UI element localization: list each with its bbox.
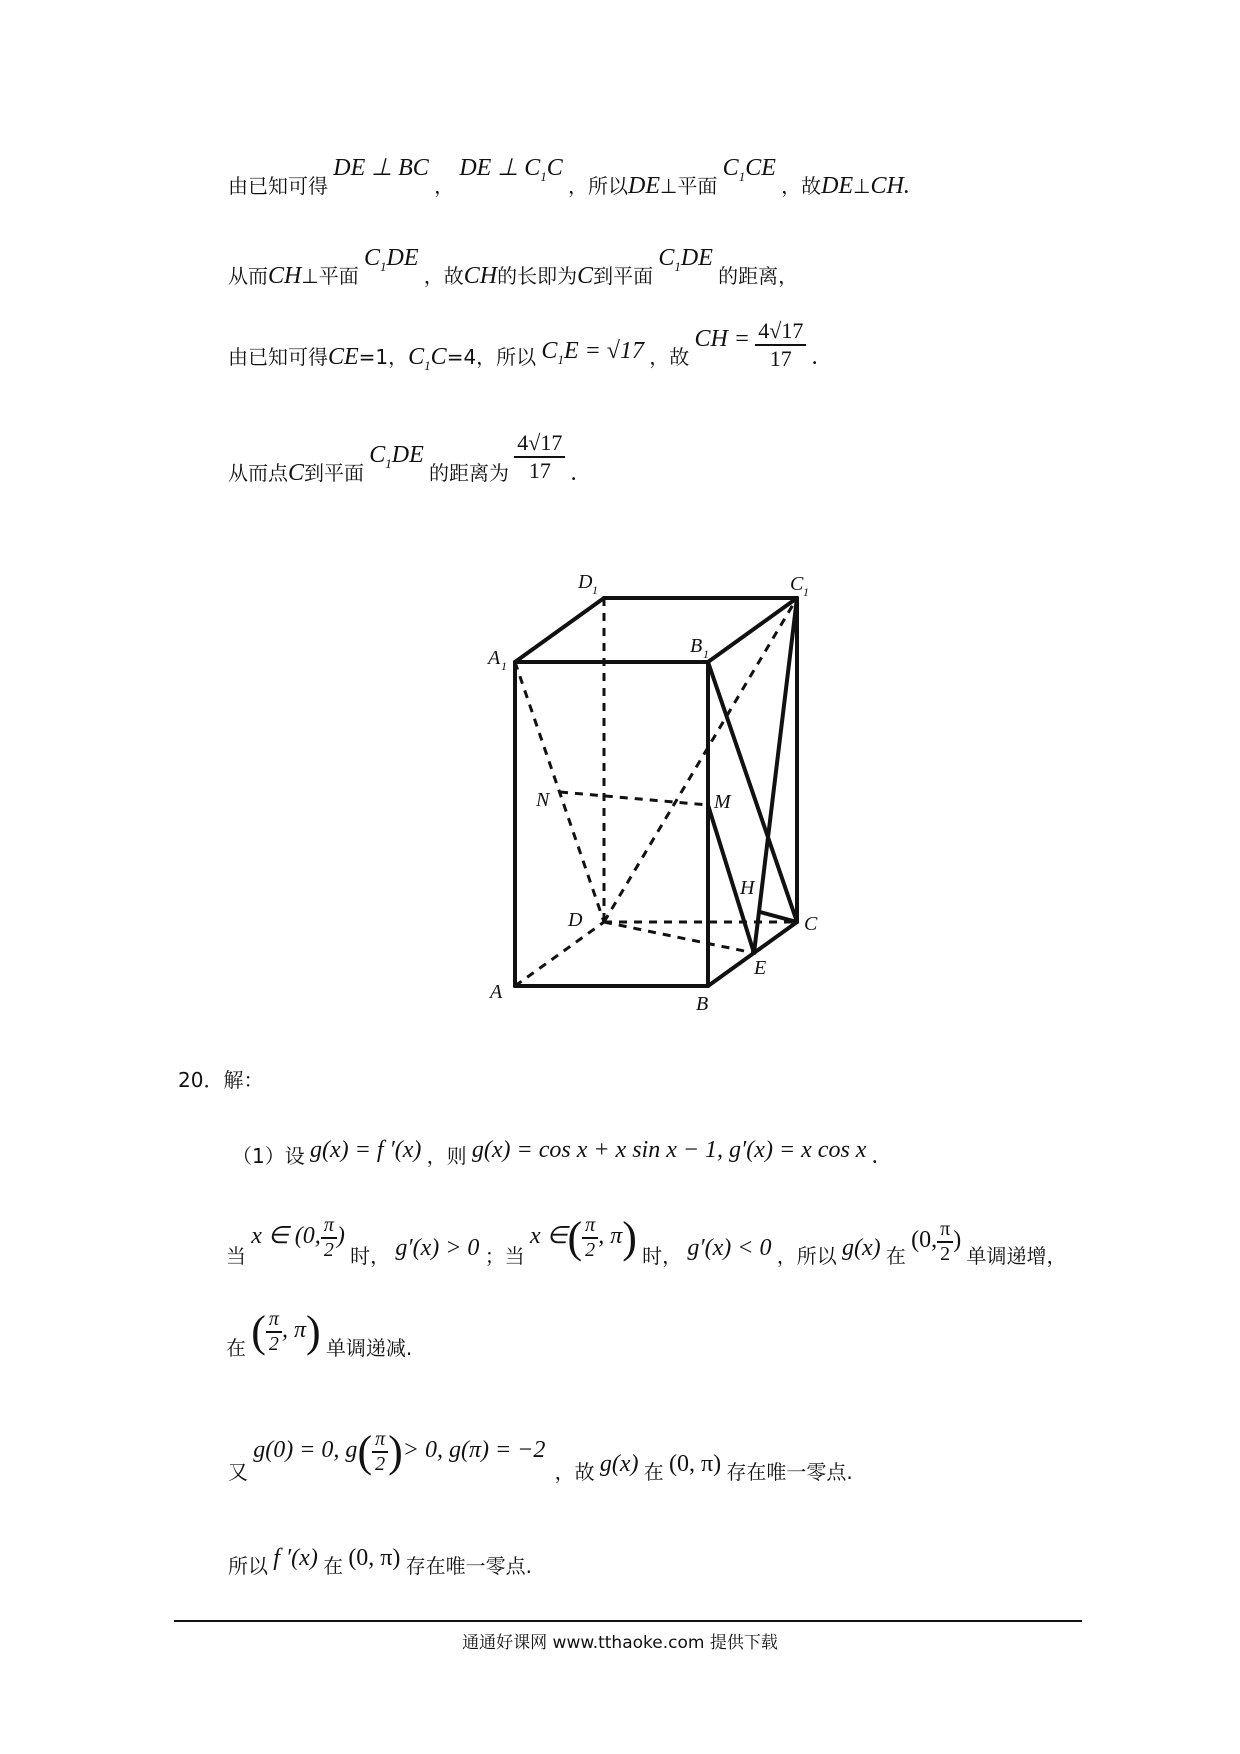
math: DE ⊥ BC [333,155,429,181]
text: ，故 [649,344,690,369]
math: CE [328,343,359,370]
text: 在 [323,1554,344,1578]
label-d: D [568,909,583,931]
math: $C_1CE$ [722,155,776,184]
text: 的距离， [718,264,799,288]
text: 的距离为 [429,460,510,485]
hidden-d-e [604,922,754,953]
text: 单调递减. [325,1336,413,1361]
text: . [811,343,818,370]
text: 单调递增， [966,1244,1067,1269]
text: 由已知可得 [228,174,328,198]
label-n: N [536,789,550,811]
text: 到平面 [304,460,365,485]
label-e: E [754,957,767,979]
math: DE [628,173,660,199]
text: ，故 [554,1460,595,1485]
hidden-a1-d [515,662,604,922]
text: 从而点 [228,460,288,485]
text: 在 [226,1336,246,1361]
fraction: $\frac{4√17}{17}$ [514,430,565,484]
math: CH = [694,325,751,352]
math: CH [268,263,302,289]
label-a1-sub: 1 [501,659,507,673]
part-1-line [232,1137,878,1170]
math: g(x) [599,1451,639,1478]
label-c1: C [790,573,804,595]
math: ( $\frac{\pi}{2}$ , π) [251,1307,321,1356]
text: 时， [642,1244,683,1269]
text: 在 [643,1460,664,1485]
problem-20-heading: 20．解： [178,1068,264,1092]
math: g(x) = f ′(x) [309,1137,422,1163]
label-a1: A [488,647,501,669]
edge-a1-d1 [515,598,604,662]
math: (0, π) [348,1545,401,1571]
text: 时， [350,1244,391,1269]
text: 所以 [228,1554,268,1578]
text: ⊥平面 [660,174,718,198]
math: g(x) = cos x + x sin x − 1, g′(x) = x cos x [471,1137,867,1163]
text: ，则 [426,1144,467,1168]
math: C [577,263,594,289]
hidden-a-d [515,922,604,986]
label-m: M [714,791,731,813]
math: (0, $\frac{\pi}{2}$ ) [911,1217,962,1265]
text: （1）设 [232,1144,305,1168]
label-c1-sub: 1 [803,585,809,599]
footer-text: 通通好课网 www.tthaoke.com 提供下载 [462,1633,778,1653]
math: g(0) = 0, g( $\frac{\pi}{2}$ )> 0, g(π) = −2 [253,1427,546,1476]
label-b1-sub: 1 [703,647,709,661]
math: CH [463,263,498,289]
math: CH. [870,173,910,199]
text: 由已知可得 [228,344,328,369]
math: (0, π) [669,1451,722,1478]
math: $C_1E = √17$ [541,337,644,367]
fraction: $\frac{4√17}{17}$ [755,318,806,372]
label-b1: B [690,635,703,657]
math: x ∈( $\frac{\pi}{2}$ , π) [529,1213,637,1262]
math: C [288,459,305,486]
hidden-n-m [560,792,708,805]
text: 又 [228,1460,248,1485]
decreasing-line [226,1307,413,1375]
text: =4，所以 [446,344,537,369]
math: x ∈ (0, $\frac{\pi}{2}$ ) [251,1213,345,1261]
label-a: A [490,981,503,1003]
text: ，故 [423,264,464,288]
math: g(x) [841,1235,881,1262]
monotonic-line [226,1213,1067,1283]
math: g′(x) < 0 [687,1235,772,1262]
text: ⊥平面 [301,264,359,288]
math: $C_1C$ [408,343,447,373]
text: 当 [226,1244,246,1269]
text: 从而 [228,264,268,288]
math: DE [821,173,854,199]
text: 存在唯一零点. [405,1554,533,1578]
text: 存在唯一零点. [726,1460,853,1485]
label-c: C [804,913,818,935]
math: $C_1DE$ [364,245,419,274]
math: $C_1DE$ [658,245,713,274]
math: DE ⊥ $C_1C$ [459,155,563,184]
text: 的长即为 [497,264,578,288]
label-d1: D [578,571,593,593]
label-h: H [740,877,755,899]
label-b: B [696,993,709,1015]
text: ，所以 [568,174,628,198]
label-d1-sub: 1 [592,583,598,597]
math: g′(x) > 0 [395,1235,480,1262]
text: =1， [358,344,409,369]
text: . [871,1143,878,1169]
text: 到平面 [593,264,654,288]
text: 在 [885,1244,906,1269]
zero-line [228,1427,853,1499]
edge-b1-c1 [708,598,797,662]
text: . [570,459,577,486]
text: ，所以 [776,1244,837,1269]
text: ⊥ [853,174,871,198]
footer-divider [174,1620,1082,1622]
text: ，故 [781,174,822,198]
text: ；当 [484,1244,525,1269]
conclusion-line [228,1545,533,1580]
math: f ′(x) [273,1545,318,1571]
text: ， [434,174,455,198]
math: $C_1DE$ [369,441,424,471]
